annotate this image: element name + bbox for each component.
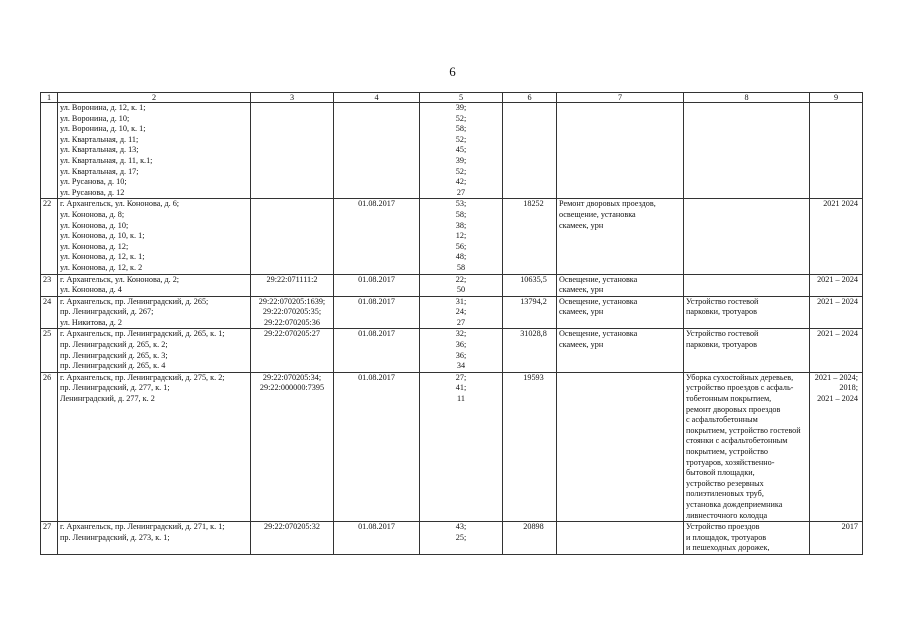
cell-line: 27 <box>456 187 466 197</box>
date-cell: 01.08.2017 <box>334 329 420 372</box>
area-cell: 31028,8 <box>503 329 557 372</box>
cell-line: Уборка сухостойных деревьев, <box>686 372 794 382</box>
col5-cell <box>420 274 503 296</box>
address-cell <box>58 296 251 329</box>
cell-line: с асфальтобетонным <box>686 415 758 425</box>
cell-line: 29:22:070205:27 <box>264 329 320 339</box>
cell-line: парковки, тротуаров <box>686 307 757 317</box>
cell-line: скамеек, урн <box>559 307 604 317</box>
header-cell: 8 <box>684 93 810 103</box>
area-cell: 13794,2 <box>503 296 557 329</box>
cell-line: 27 <box>456 317 466 327</box>
works-cell <box>557 372 684 521</box>
cell-line: устройство проездов с асфаль- <box>686 383 794 393</box>
works-cell <box>557 296 684 329</box>
cell-line: Ремонт дворовых проездов, <box>559 199 656 209</box>
cell-line: ул. Кононова, д. 12; <box>60 241 129 251</box>
row-number: 25 <box>41 329 58 372</box>
cell-line: 56; <box>455 241 467 251</box>
cell-line: и пешеходных дорожек, <box>686 543 770 553</box>
date-cell: 01.08.2017 <box>334 274 420 296</box>
cell-line: 29:22:071111:2 <box>266 274 318 284</box>
row-number: 22 <box>41 199 58 274</box>
header-cell: 4 <box>334 93 420 103</box>
header-row <box>41 93 863 103</box>
cell-line: Освещение, установка <box>559 296 638 306</box>
cell-line: пр. Ленинградский д. 265, к. 4 <box>60 361 166 371</box>
cell-line: 34 <box>456 361 466 371</box>
cell-line: 29:22:070205:35; <box>262 307 322 317</box>
cell-line: 29:22:000000:7395 <box>259 383 325 393</box>
date-cell: 01.08.2017 <box>334 296 420 329</box>
cadastral-cell <box>251 522 334 555</box>
address-cell <box>58 274 251 296</box>
header-cell: 2 <box>58 93 251 103</box>
cell-line: Освещение, установка <box>559 329 638 339</box>
cell-line: тротуаров, хозяйственно- <box>686 457 775 467</box>
row-number: 27 <box>41 522 58 555</box>
cell-line: Устройство гостевой <box>686 329 759 339</box>
works-extra-cell <box>684 274 810 296</box>
cell-line: ул. Квартальная, д. 17; <box>60 166 139 176</box>
cell-line: 2021 – 2024 <box>817 274 858 284</box>
cell-line: ул. Воронина, д. 10, к. 1; <box>60 124 146 134</box>
cell-line: 12; <box>455 231 467 241</box>
cadastral-cell <box>251 329 334 372</box>
cell-line: 58; <box>455 209 467 219</box>
cell-line: покрытием, устройство гостевой <box>686 425 801 435</box>
cell-line: 29:22:070205:34; <box>262 372 322 382</box>
cell-line: скамеек, урн <box>559 220 604 230</box>
cell-line: 41; <box>455 383 467 393</box>
date-cell: 01.08.2017 <box>334 372 420 521</box>
cell-line: Освещение, установка <box>559 274 638 284</box>
cell-line: 39; <box>455 103 467 112</box>
cell-line: 27; <box>455 372 467 382</box>
cell-line: 31; <box>455 296 467 306</box>
cell-line: стоянки с асфальтобетонным <box>686 436 788 446</box>
header-cell: 1 <box>41 93 58 103</box>
cell-line: ул. Квартальная, д. 11, к.1; <box>60 155 153 165</box>
cell-line: 22; <box>455 274 467 284</box>
cell-line: 48; <box>455 252 467 262</box>
cadastral-cell <box>251 372 334 521</box>
address-cell <box>58 329 251 372</box>
cell-line: 24; <box>455 307 467 317</box>
works-cell <box>557 329 684 372</box>
col5-cell <box>420 329 503 372</box>
cell-line: Устройство гостевой <box>686 296 759 306</box>
works-extra-cell <box>684 329 810 372</box>
row-number: 26 <box>41 372 58 521</box>
cell-line: ул. Никитова, д. 2 <box>60 317 122 327</box>
years-cell <box>810 372 863 521</box>
address-cell <box>58 103 251 199</box>
table-row <box>41 103 863 199</box>
works-cell <box>557 199 684 274</box>
cell-line: 38; <box>455 220 467 230</box>
cell-line: ул. Кононова, д. 12, к. 1; <box>60 252 145 262</box>
cell-line: ремонт дворовых проездов <box>686 404 781 414</box>
cell-line: скамеек, урн <box>559 340 604 350</box>
works-extra-cell <box>684 199 810 274</box>
cell-line: г. Архангельск, пр. Ленинградский, д. 265; <box>60 296 209 306</box>
cell-line: ул. Воронина, д. 12, к. 1; <box>60 103 146 112</box>
table-row <box>41 329 863 372</box>
address-cell <box>58 199 251 274</box>
cell-line: 52; <box>455 134 467 144</box>
works-extra-cell <box>684 103 810 199</box>
cell-line: 52; <box>455 166 467 176</box>
cell-line: 2021 – 2024 <box>817 296 858 306</box>
years-cell <box>810 274 863 296</box>
cell-line: 45; <box>455 145 467 155</box>
address-cell <box>58 522 251 555</box>
cell-line: г. Архангельск, пр. Ленинградский, д. 271, к. 1; <box>60 522 225 532</box>
cell-line: ул. Русанова, д. 10; <box>60 177 127 187</box>
cell-line: Ленинградский, д. 277, к. 2 <box>60 394 155 404</box>
cadastral-cell <box>251 274 334 296</box>
cell-line: 42; <box>455 177 467 187</box>
improvement-table <box>40 92 863 555</box>
works-extra-cell <box>684 372 810 521</box>
cell-line: пр. Ленинградский д. 265, к. 2; <box>60 340 168 350</box>
cell-line: 2021 – 2024 <box>817 329 858 339</box>
cell-line: 29:22:070205:36 <box>264 317 320 327</box>
cell-line: 50 <box>456 285 466 295</box>
date-cell: 01.08.2017 <box>334 522 420 555</box>
table-row <box>41 522 863 555</box>
cell-line: 43; <box>455 522 467 532</box>
cell-line: ул. Кононова, д. 10; <box>60 220 129 230</box>
header-cell: 5 <box>420 93 503 103</box>
years-cell <box>810 522 863 555</box>
area-cell: 10635,5 <box>503 274 557 296</box>
cell-line: 29:22:070205:1639; <box>258 296 326 306</box>
table-row <box>41 199 863 274</box>
col5-cell <box>420 296 503 329</box>
cell-line: покрытием, устройство <box>686 447 769 456</box>
cell-line: устройство резервных <box>686 478 764 488</box>
row-number: 24 <box>41 296 58 329</box>
cell-line: ул. Кононова, д. 12, к. 2 <box>60 262 143 272</box>
cell-line: 2017 <box>841 522 858 532</box>
cell-line: тобетонным покрытием, <box>686 394 772 404</box>
years-cell <box>810 199 863 274</box>
cell-line: г. Архангельск, ул. Кононова, д. 6; <box>60 199 180 209</box>
table-row <box>41 372 863 521</box>
cell-line: ливнесточного колодца <box>686 510 768 520</box>
col5-cell <box>420 372 503 521</box>
cell-line: пр. Ленинградский, д. 267; <box>60 307 154 317</box>
col5-cell <box>420 199 503 274</box>
cell-line: 58; <box>455 124 467 134</box>
cell-line: 52; <box>455 113 467 123</box>
cell-line: пр. Ленинградский д. 265, к. 3; <box>60 350 168 360</box>
table-row <box>41 296 863 329</box>
area-cell: 18252 <box>503 199 557 274</box>
area-cell: 20898 <box>503 522 557 555</box>
cadastral-cell <box>251 199 334 274</box>
cell-line: 25; <box>455 532 467 542</box>
address-cell <box>58 372 251 521</box>
date-cell: 01.08.2017 <box>334 199 420 274</box>
cell-line: 29:22:070205:32 <box>264 522 320 532</box>
cadastral-cell <box>251 296 334 329</box>
header-cell: 3 <box>251 93 334 103</box>
cell-line: парковки, тротуаров <box>686 340 757 350</box>
cell-line: г. Архангельск, пр. Ленинградский, д. 275, к. 2; <box>60 372 225 382</box>
table-row <box>41 274 863 296</box>
cell-line: 53; <box>455 199 467 209</box>
cell-line: скамеек, урн <box>559 285 604 295</box>
cell-line: 2021 – 2024 <box>817 394 858 404</box>
cell-line: ул. Квартальная, д. 11; <box>60 134 139 144</box>
cell-line: освещение, установка <box>559 209 636 219</box>
works-cell <box>557 274 684 296</box>
cell-line: 32; <box>455 329 467 339</box>
years-cell <box>810 329 863 372</box>
cell-line: ул. Кононова, д. 4 <box>60 285 122 295</box>
cell-line: пр. Ленинградский, д. 273, к. 1; <box>60 532 170 542</box>
cell-line: ул. Кононова, д. 10, к. 1; <box>60 231 145 241</box>
works-extra-cell <box>684 522 810 555</box>
works-cell <box>557 522 684 555</box>
years-cell <box>810 296 863 329</box>
cell-line: 2018; <box>839 383 858 393</box>
cell-line: полиэтиленовых труб, <box>686 489 764 499</box>
cell-line: установка дождеприемника <box>686 499 783 509</box>
works-cell <box>557 103 684 199</box>
cadastral-cell <box>251 103 334 199</box>
col5-cell <box>420 103 503 199</box>
cell-line: Устройство проездов <box>686 522 760 532</box>
cell-line: г. Архангельск, пр. Ленинградский, д. 265, к. 1; <box>60 329 225 339</box>
cell-line: 39; <box>455 155 467 165</box>
header-cell: 6 <box>503 93 557 103</box>
years-cell <box>810 103 863 199</box>
cell-line: ул. Квартальная, д. 13; <box>60 145 139 155</box>
header-cell: 9 <box>810 93 863 103</box>
cell-line: пр. Ленинградский, д. 277, к. 1; <box>60 383 170 393</box>
header-cell: 7 <box>557 93 684 103</box>
cell-line: ул. Кононова, д. 8; <box>60 209 125 219</box>
date-cell <box>334 103 420 199</box>
col5-cell <box>420 522 503 555</box>
page-number: 6 <box>449 64 456 79</box>
cell-line: ул. Русанова, д. 12 <box>60 187 125 197</box>
area-cell <box>503 103 557 199</box>
cell-line: 36; <box>455 350 467 360</box>
cell-line: ул. Воронина, д. 10; <box>60 113 130 123</box>
cell-line: 58 <box>456 262 466 272</box>
cell-line: 2021 – 2024; <box>814 372 858 382</box>
cell-line: бытовой площадки, <box>686 468 755 478</box>
row-number <box>41 103 58 199</box>
cell-line: 36; <box>455 340 467 350</box>
row-number: 23 <box>41 274 58 296</box>
cell-line: и площадок, тротуаров <box>686 532 767 542</box>
works-extra-cell <box>684 296 810 329</box>
cell-line: г. Архангельск, ул. Кононова, д. 2; <box>60 274 180 284</box>
cell-line: 2021 2024 <box>823 199 858 209</box>
cell-line: 11 <box>457 394 465 404</box>
area-cell: 19593 <box>503 372 557 521</box>
